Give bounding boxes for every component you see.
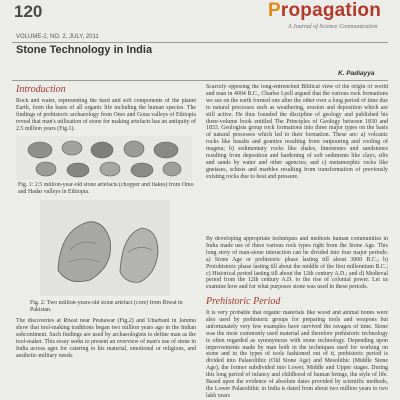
header-rule: [12, 42, 388, 43]
journal-logo: [268, 0, 381, 22]
title-rule: [12, 80, 388, 81]
figure-2-caption: Fig. 2: Two million-years-old stone artefact (core) from Riwat in Pakistan.: [30, 300, 183, 313]
figure-1-caption: Fig. 1: 2.5 million-year-old stone artefacts (chopper and flakes) from Omo and Hadar valleys in Ethiopia.: [18, 182, 194, 195]
right-mid-text: By developing appropriate techniques and methods human communities in India made use of these various rock types right from the Stone Age. This long story of man-stone interaction can be divided into four major periods: a) Stone Age or prehistoric phase lasting till about 3000 B.C.; b) Protohistoric phase lasting till about the middle of the first millennium B.C.; c) Historical period lasting till about the 12th century A.D.; and d) Medieval period from the 12th century A.D. to the rise of colonial power. Let us examine how and for what purposes stone was used in these periods.: [206, 236, 388, 291]
left-bottom-text: The discoveries at Riwat near Peshawar (Fig.2) and Uttarbani in Jammu show that tool-making traditions began two million years ago in the Indian subcontinent. Such findings are used by archaeologists to define man as the tool-maker. This essay seeks to present an overview of man's use of stone in India across ages for catering to his material, emotional or religious, and aesthetic-military needs.: [16, 318, 196, 359]
volume-info: VOLUME-2, NO. 2, JULY, 2011: [16, 34, 99, 40]
page-number: 120: [14, 2, 43, 21]
right-top-text: Scarcely opposing the long-entrenched Biblical view of the origin of world and man in 4004 B.C., Charles Lyell argued that the various rock formations we see on the earth formed one after the other over a long period of time due to natural processes such as weathering, erosion and deposition which are still active. He thus founded the discipline of geology and published his three-volume book entitled The Principles of Geology between 1830 and 1833. Geologists group rock formations into three major types on the basis of natural processes which led to their formation. These are: a) volcanic rocks like basalts and granites resulting from outpouring and cooling of magma; b) sedimentary rocks like shales, limestones and sandstones resulting from deposition and hardening of soft sediments like clays, silts and sands by water and other agencies; and c) metamorphic rocks like gneisses, schists and marbles resulting from transformation of previously existing rocks due to heat and pressure.: [206, 84, 388, 180]
article-title: Stone Technology in India: [16, 44, 153, 56]
intro-heading: Introduction: [16, 84, 66, 95]
figure-1-image: [16, 136, 192, 180]
journal-tagline: A Journal of Science Communication: [288, 24, 378, 30]
stone-core-illustration: [40, 200, 170, 296]
figure-2-image: [40, 200, 170, 296]
stone-artefacts-illustration: [16, 136, 192, 180]
prehistoric-heading: Prehistoric Period: [206, 296, 281, 307]
logo-accent-letter: P: [268, 0, 281, 21]
intro-text: Rock and water, representing the hard and soft components of the planet Earth, form the basis of all organic life including the human species. The findings of prehistoric archaeology from Omo and Gona valleys of Ethiopia reveal that man's utilization of stone for making artefacts has an antiquity of 2.5 million years (Fig.1).: [16, 98, 196, 132]
logo-rest: ropagation: [280, 0, 382, 21]
article-author: K. Padiayya: [338, 70, 375, 77]
prehistoric-text: It is very probable that organic materials like wood and animal bones were also used by prehistoric groups for preparing tools and weapons but unfortunately very few examples have survived the ravages of time. Stone was the most commonly used material and therefore prehistoric technology is often regarded as synonymous with stone technology. Depending upon improvements made by man both in the techniques used for working on stone and in the types of tools fashioned out of it, prehistoric period is divided into Palaeolithic (Old Stone Age) and Mesolithic (Middle Stone Age), the former subdivided into Lower, Middle and Upper stages. During this long period of infancy and childhood of human beings, the style of life. Based upon the evidence of absolute dates provided by scientific methods, the Lower Palaeolithic in India is dated from about two million years to two lakh years: [206, 310, 388, 398]
